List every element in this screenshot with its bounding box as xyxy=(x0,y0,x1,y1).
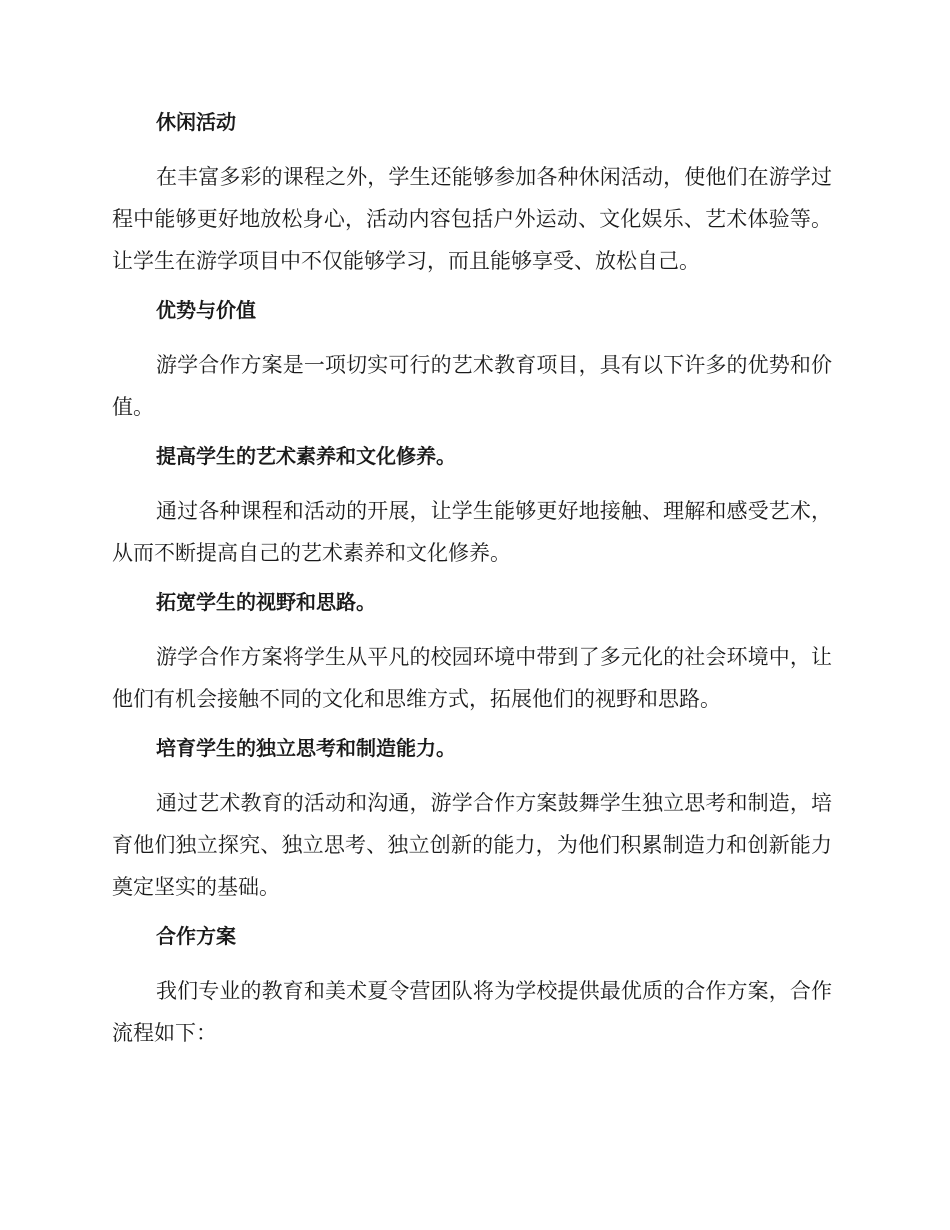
section-body-horizons: 游学合作方案将学生从平凡的校园环境中带到了多元化的社会环境中，让他们有机会接触不同的文化和思维方式，拓展他们的视野和思路。 xyxy=(112,645,832,711)
section-body-independent-thinking: 通过艺术教育的活动和沟通，游学合作方案鼓舞学生独立思考和制造，培育他们独立探究、独立思考、独立创新的能力，为他们积累制造力和创新能力奠定坚实的基础。 xyxy=(112,791,832,899)
section-heading-leisure: 休闲活动 xyxy=(156,110,236,134)
section-heading-advantages: 优势与价值 xyxy=(156,298,256,322)
section-body-art-literacy: 通过各种课程和活动的开展，让学生能够更好地接触、理解和感受艺术，从而不断提高自己的艺术素养和文化修养。 xyxy=(112,499,832,565)
section-body-cooperation-plan: 我们专业的教育和美术夏令营团队将为学校提供最优质的合作方案，合作流程如下： xyxy=(112,979,832,1045)
section-heading-independent-thinking: 培育学生的独立思考和制造能力。 xyxy=(156,736,456,760)
section-heading-art-literacy: 提高学生的艺术素养和文化修养。 xyxy=(156,444,456,468)
section-heading-horizons: 拓宽学生的视野和思路。 xyxy=(156,590,376,614)
section-body-advantages: 游学合作方案是一项切实可行的艺术教育项目，具有以下许多的优势和价值。 xyxy=(112,353,832,419)
section-body-leisure: 在丰富多彩的课程之外，学生还能够参加各种休闲活动，使他们在游学过程中能够更好地放松身心，活动内容包括户外运动、文化娱乐、艺术体验等。让学生在游学项目中不仅能够学习，而且能够享受、放松自己。 xyxy=(112,165,832,273)
section-heading-cooperation-plan: 合作方案 xyxy=(156,924,236,948)
document-content xyxy=(112,108,832,1054)
